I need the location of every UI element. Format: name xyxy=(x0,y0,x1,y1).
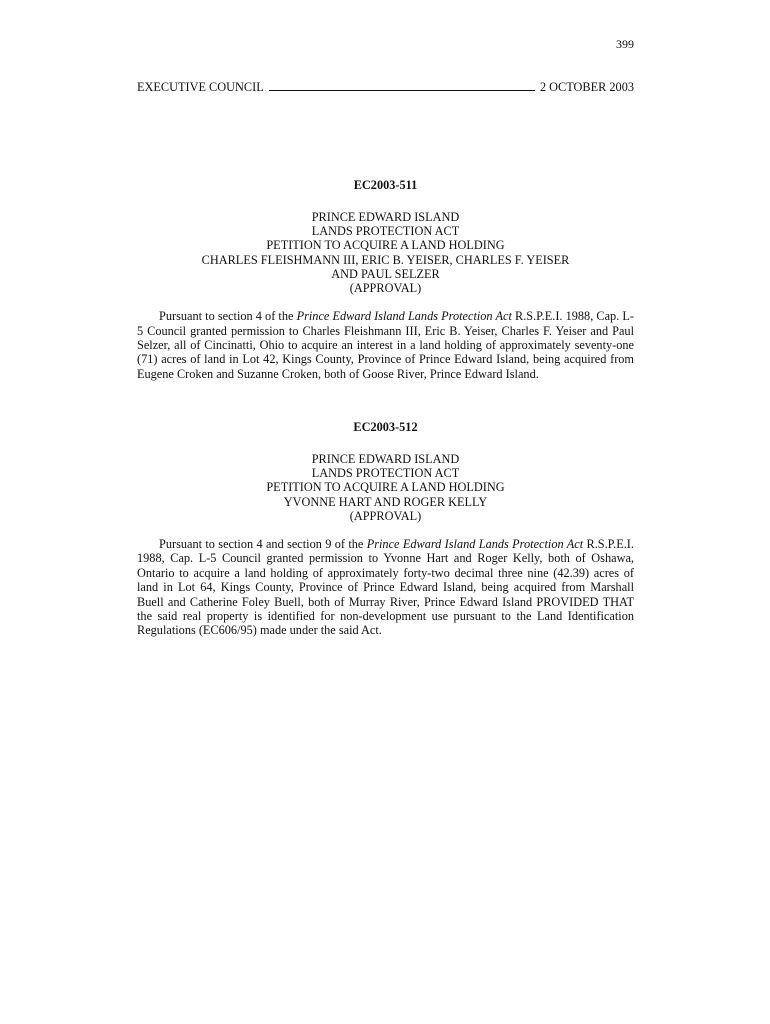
order-body-text: R.S.P.E.I. 1988, Cap. L-5 Council granted permission to Charles Fleishmann III, Eric B. Yeiser, Charles F. Yeiser and Paul Selzer, all of Cincinatti, Ohio to acquire an interest in a land holding of approximately seventy-one (71) acres of land in Lot 42, Kings County, Province of Prince Edward Island, being acquired from Eugene Croken and Suzanne Croken, both of Goose River, Prince Edward Island. xyxy=(137,309,635,381)
order-title-line: PRINCE EDWARD ISLAND xyxy=(311,210,460,224)
order-title-line: YVONNE HART AND ROGER KELLY xyxy=(283,494,488,509)
order-body xyxy=(137,537,634,638)
order-title xyxy=(137,210,634,295)
gazette-page xyxy=(137,0,634,1024)
act-name: Prince Edward Island Lands Protection Act xyxy=(366,537,584,552)
order-title-line: PETITION TO ACQUIRE A LAND HOLDING xyxy=(266,238,505,253)
order-number: EC2003-512 xyxy=(353,420,418,434)
header-left: EXECUTIVE COUNCIL xyxy=(137,80,264,94)
header-rule xyxy=(269,80,535,91)
order-body-prefix: Pursuant to section 4 and section 9 of the xyxy=(159,537,367,552)
order-title-line: LANDS PROTECTION ACT xyxy=(311,466,460,481)
header-date: 2 OCTOBER 2003 xyxy=(539,80,634,94)
order-title-line: PRINCE EDWARD ISLAND xyxy=(311,452,460,466)
order-body-prefix: Pursuant to section 4 of the xyxy=(159,309,297,324)
order-body-text: R.S.P.E.I. 1988, Cap. L-5 Council granted permission to Yvonne Hart and Roger Kelly, both of Oshawa, Ontario to acquire a land holding of approximately forty-two decimal three nine (42.39) acres of land in Lot 64, Kings County, Province of Prince Edward Island, being acquired from Marshall Buell and Catherine Foley Buell, both of Murray River, Prince Edward Island PROVIDED THAT the said real property is identified for non-development use pursuant to the Land Identification Regulations (EC606/95) made under the said Act. xyxy=(137,537,634,638)
order-number: EC2003-511 xyxy=(353,178,418,192)
order-title-line: (APPROVAL) xyxy=(349,281,422,296)
order-title-line: LANDS PROTECTION ACT xyxy=(311,224,460,239)
order-title-line: (APPROVAL) xyxy=(349,508,422,523)
order-ec2003-511 xyxy=(137,178,634,381)
order-title xyxy=(137,452,634,523)
page-number: 399 xyxy=(616,37,634,51)
order-title-line: PETITION TO ACQUIRE A LAND HOLDING xyxy=(266,480,505,495)
running-header xyxy=(137,80,634,95)
act-name: Prince Edward Island Lands Protection Act xyxy=(296,309,512,324)
order-ec2003-512 xyxy=(137,420,634,638)
order-title-line: CHARLES FLEISHMANN III, ERIC B. YEISER, CHARLES F. YEISER xyxy=(201,252,570,267)
order-body xyxy=(137,309,634,381)
order-title-line: AND PAUL SELZER xyxy=(331,266,440,281)
